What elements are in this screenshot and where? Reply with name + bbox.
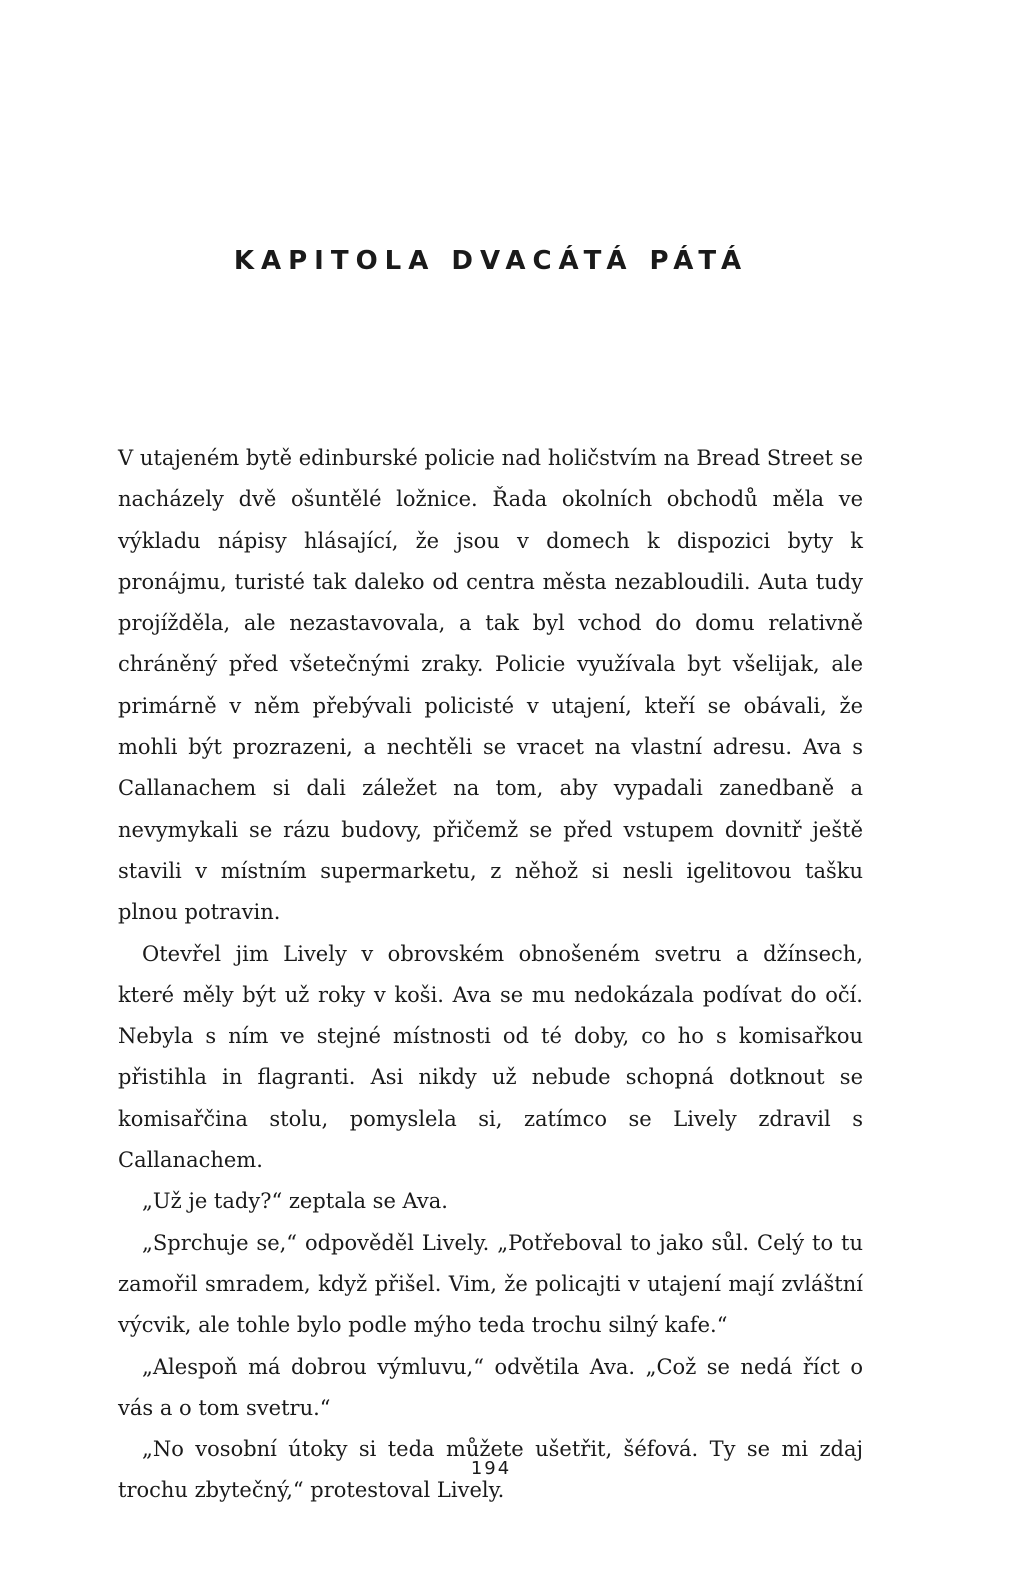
paragraph-6: „No vosobní útoky si teda můžete ušetřit, šéfová. Ty se mi zdaj trochu zbytečný,“ protestoval Lively. — [118, 1437, 863, 1503]
paragraph-4: „Sprchuje se,“ odpověděl Lively. „Potřeboval to jako sůl. Celý to tu zamořil smradem, když přišel. Vim, že policajti v utajení mají zvláštní výcvik, ale tohle bylo podle mýho teda trochu silný kafe.“ — [118, 1230, 863, 1338]
body-text — [118, 438, 863, 1512]
paragraph-1: V utajeném bytě edinburské policie nad holičstvím na Bread Street se nacházely dvě ošuntělé ložnice. Řada okolních obchodů měla ve výkladu nápisy hlásající, že jsou v domech k dispozici byty k pronájmu, turisté tak daleko od centra města nezabloudili. Auta tudy projížděla, ale nezastavovala, a tak byl vchod do domu relativně chráněný před všetečnými zraky. Policie využívala byt všelijak, ale primárně v něm přebývali policisté v utajení, kteří se obávali, že mohli být prozrazeni, a nechtěli se vracet na vlastní adresu. Ava s Callanachem si dali záležet na tom, aby vypadali zanedbaně a nevymykali se rázu budovy, přičemž se před vstupem dovnitř ještě stavili v místním supermarketu, z něhož si nesli igelitovou tašku plnou potravin. — [118, 446, 863, 925]
chapter-title: KAPITOLA DVACÁTÁ PÁTÁ — [233, 246, 749, 276]
paragraph-3: „Už je tady?“ zeptala se Ava. — [142, 1189, 448, 1214]
paragraph-2: Otevřel jim Lively v obrovském obnošeném svetru a džínsech, které měly být už roky v koši. Ava se mu nedokázala podívat do očí. Nebyla s ním ve stejné místnosti od té doby, co ho s komisařkou přistihla in flagranti. Asi nikdy už nebude schopná dotknout se komisařčina stolu, pomyslela si, zatímco se Lively zdravil s Callanachem. — [118, 941, 863, 1173]
page-number: 194 — [470, 1458, 512, 1479]
paragraph-5: „Alespoň má dobrou výmluvu,“ odvětila Ava. „Což se nedá říct o vás a o tom svetru.“ — [118, 1354, 863, 1420]
